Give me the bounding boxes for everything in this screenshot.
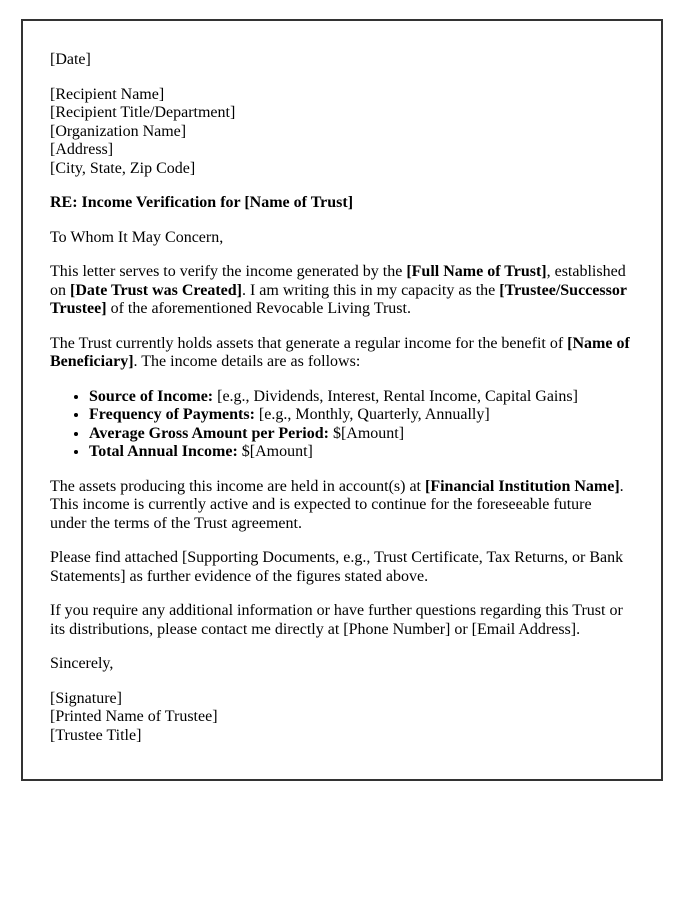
recipient-block xyxy=(50,86,631,179)
printed-name-line: [Printed Name of Trustee] xyxy=(50,708,218,725)
recipient-title: [Recipient Title/Department] xyxy=(50,104,236,121)
letter-container xyxy=(21,19,663,781)
city-state-zip-line: [City, State, Zip Code] xyxy=(50,159,196,177)
income-detail-item: • Total Annual Income: $[Amount] xyxy=(89,443,631,462)
signature-line: [Signature] xyxy=(50,689,122,707)
recipient-name: [Recipient Name] xyxy=(50,85,165,103)
income-details-list xyxy=(50,388,631,462)
subject-line: RE: Income Verification for [Name of Trust] xyxy=(50,194,354,211)
paragraph: Please find attached [Supporting Documents, e.g., Trust Certificate, Tax Returns, or Bank Statements] as further evidence of the figures stated above. xyxy=(50,549,624,585)
date-line: [Date] xyxy=(50,51,91,68)
address-line: [Address] xyxy=(50,141,114,158)
income-detail-item: • Source of Income: [e.g., Dividends, Interest, Rental Income, Capital Gains] xyxy=(89,388,631,407)
income-detail-item: • Average Gross Amount per Period: $[Amount] xyxy=(89,425,631,444)
paragraph: This letter serves to verify the income generated by the [Full Name of Trust], established on [Date Trust was Created]. I am writing this in my capacity as the [Trustee/Successor Trustee] of the aforementioned Revocable Living Trust. xyxy=(50,263,627,317)
closing-paragraphs xyxy=(50,478,631,640)
salutation: To Whom It May Concern, xyxy=(50,228,224,246)
paragraph: If you require any additional information or have further questions regarding this Trust or its distributions, please contact me directly at [Phone Number] or [Email Address]. xyxy=(50,602,623,638)
signature-block xyxy=(50,690,631,746)
sign-off: Sincerely, xyxy=(50,655,114,672)
organization-name: [Organization Name] xyxy=(50,122,187,140)
trustee-title-line: [Trustee Title] xyxy=(50,726,142,744)
body-paragraphs xyxy=(50,263,631,372)
paragraph: The Trust currently holds assets that generate a regular income for the benefit of [Name of Beneficiary]. The income details are as follows: xyxy=(50,334,630,370)
paragraph: The assets producing this income are held in account(s) at [Financial Institution Name]. This income is currently active and is expected to continue for the foreseeable future under the terms of the Trust agreement. xyxy=(50,477,624,532)
income-detail-item: • Frequency of Payments: [e.g., Monthly, Quarterly, Annually] xyxy=(89,406,631,425)
